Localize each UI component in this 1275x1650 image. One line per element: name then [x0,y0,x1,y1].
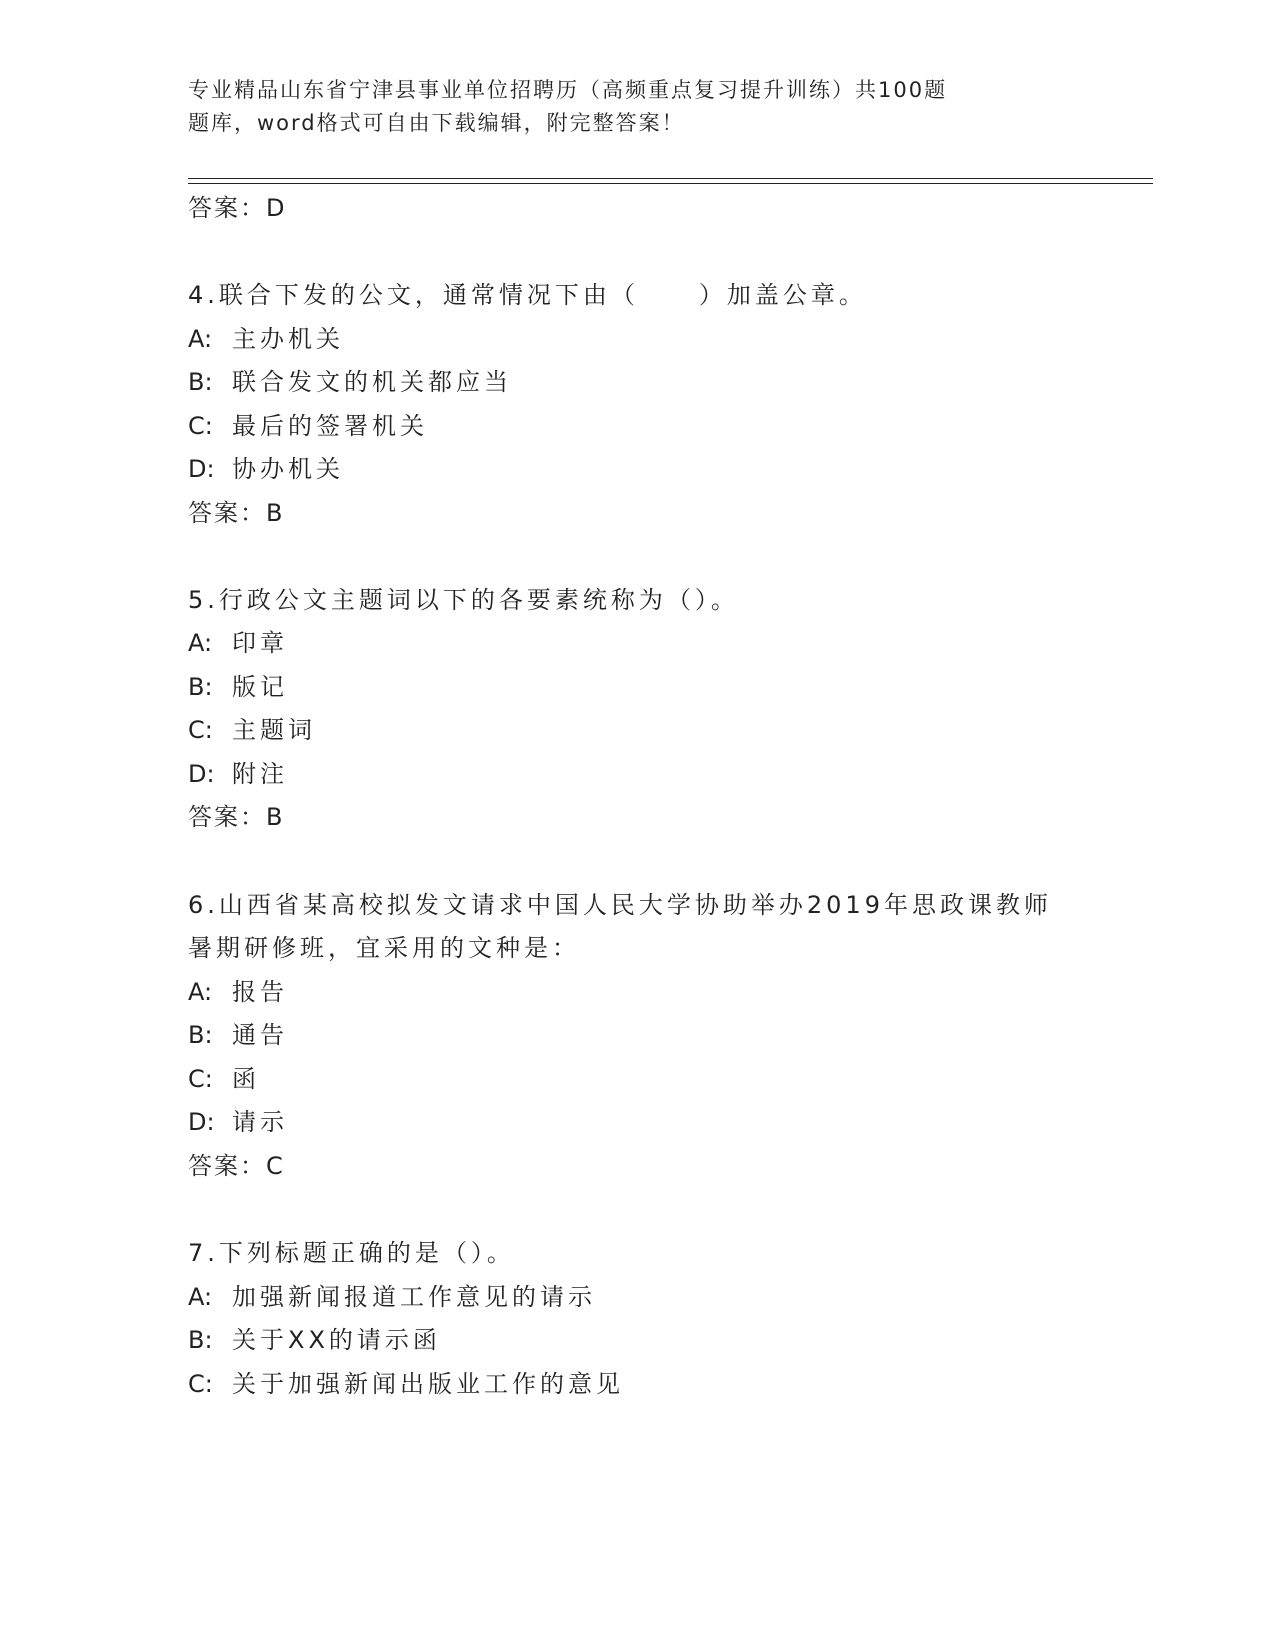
option-text: 协办机关 [232,455,344,483]
option-letter: B: [188,1326,213,1354]
option-letter: B: [188,368,213,396]
question-4-option-c [188,406,428,441]
question-7-option-c [188,1364,624,1399]
option-text: 关于XX的请示函 [232,1326,441,1354]
question-4-stem-part-b: ）加盖公章。 [698,281,867,309]
option-text: 最后的签署机关 [232,412,428,440]
question-5-option-c [188,710,316,745]
option-letter: A: [188,325,213,353]
option-letter: D: [188,1108,215,1136]
option-text: 主题词 [232,716,316,744]
question-7-option-b [188,1320,441,1355]
option-letter: C: [188,412,213,440]
header-rule-top [188,178,1153,179]
question-4-answer: 答案：B [188,499,285,527]
option-text: 联合发文的机关都应当 [232,368,512,396]
option-letter: B: [188,1021,213,1049]
option-text: 加强新闻报道工作意见的请示 [232,1283,596,1311]
option-letter: A: [188,629,213,657]
option-letter: A: [188,1283,213,1311]
header-rule-bottom [188,183,1153,184]
question-5-option-a [188,623,288,658]
question-6-stem-line-2: 暑期研修班，宜采用的文种是： [188,934,580,962]
option-letter: C: [188,1370,213,1398]
question-6-option-a [188,972,288,1007]
option-text: 附注 [232,760,288,788]
question-5-stem: 5.行政公文主题词以下的各要素统称为（）。 [188,586,739,614]
option-text: 主办机关 [232,325,344,353]
question-6-option-d [188,1102,288,1137]
question-4-stem [188,275,867,310]
question-4-option-d [188,449,344,484]
question-5-answer: 答案：B [188,803,285,831]
header-line-2: 题库，word格式可自由下载编辑，附完整答案！ [188,111,685,135]
option-text: 版记 [232,673,288,701]
option-text: 报告 [232,978,288,1006]
option-text: 印章 [232,629,288,657]
option-text: 关于加强新闻出版业工作的意见 [232,1370,624,1398]
option-letter: B: [188,673,213,701]
header-line-1: 专业精品山东省宁津县事业单位招聘历（高频重点复习提升训练）共100题 [188,78,948,102]
document-header [188,74,1028,140]
question-4-stem-part-a: 4.联合下发的公文，通常情况下由（ [188,281,639,309]
option-letter: C: [188,716,213,744]
question-6-answer: 答案：C [188,1152,285,1180]
question-4-option-b [188,362,512,397]
question-6-stem-line-1: 6.山西省某高校拟发文请求中国人民大学协助举办2019年思政课教师 [188,891,1052,919]
question-7-stem: 7.下列标题正确的是（）。 [188,1239,515,1267]
option-text: 函 [232,1065,260,1093]
question-7-option-a [188,1277,596,1312]
question-6-option-b [188,1015,288,1050]
question-5-option-b [188,667,288,702]
option-letter: C: [188,1065,213,1093]
question-6-option-c [188,1059,260,1094]
question-5-option-d [188,754,288,789]
option-letter: A: [188,978,213,1006]
option-letter: D: [188,760,215,788]
question-4-option-a [188,319,344,354]
option-text: 通告 [232,1021,288,1049]
option-text: 请示 [232,1108,288,1136]
option-letter: D: [188,455,215,483]
answer-previous: 答案：D [188,194,287,222]
